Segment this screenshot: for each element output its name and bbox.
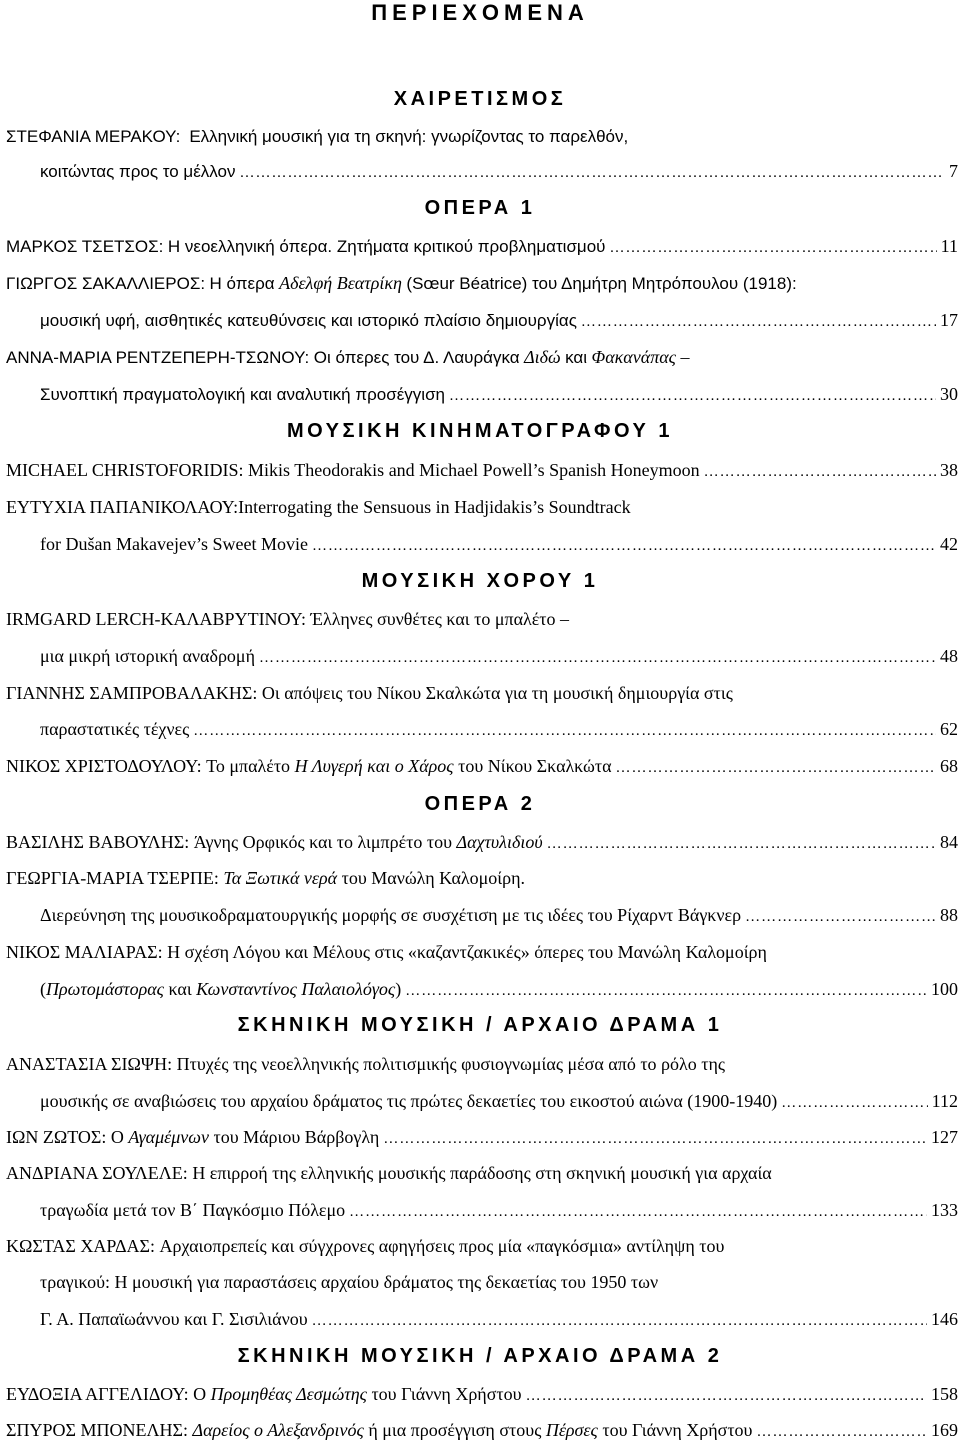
toc-entry bbox=[40, 532, 958, 556]
page-number: 100 bbox=[931, 979, 958, 999]
page-number: 68 bbox=[940, 756, 958, 776]
entry-title: τραγικού: Η μουσική για παραστάσεις αρχαίου δράματος της δεκαετίας του 1950 των bbox=[40, 1272, 659, 1292]
toc-entry bbox=[40, 1198, 958, 1222]
toc-entry bbox=[40, 382, 958, 406]
entry-title: Ο bbox=[193, 1384, 207, 1404]
entry-title: τραγωδία μετά τον Β΄ Παγκόσμιο Πόλεμο bbox=[40, 1200, 346, 1220]
entry-title: κοιτώντας προς το μέλλον bbox=[40, 162, 236, 181]
dot-leader bbox=[349, 1200, 927, 1224]
dot-leader bbox=[259, 646, 936, 670]
work-title: Τα Ξωτικά νερά bbox=[223, 868, 338, 888]
toc-entry bbox=[6, 271, 958, 295]
toc-entry bbox=[6, 495, 958, 519]
entry-title: Γ. Α. Παπαϊωάννου και Γ. Σισιλιάνου bbox=[40, 1309, 308, 1329]
toc-entry bbox=[6, 234, 958, 258]
entry-author: ΑΝΝΑ-ΜΑΡΙΑ ΡΕΝΤΖΕΠΕΡΗ-ΤΣΩΝΟΥ: bbox=[6, 348, 310, 367]
entry-title: Η σχέση Λόγου και Μέλους στις «καζαντζακικές» όπερες του Μανώλη Καλομοίρη bbox=[167, 942, 767, 962]
work-title: Η Λυγερή και ο Χάρος bbox=[294, 756, 454, 776]
page-number: 38 bbox=[940, 460, 958, 480]
page-number: 88 bbox=[940, 905, 958, 925]
section-heading: ΣΚΗΝΙΚΗ ΜΟΥΣΙΚΗ / ΑΡΧΑΙΟ ΔΡΑΜΑ 2 bbox=[237, 1345, 723, 1367]
entry-title: του Μάριου Βάρβογλη bbox=[213, 1127, 380, 1147]
page-number: 133 bbox=[931, 1200, 958, 1220]
entry-author: ΓΕΩΡΓΙΑ-ΜΑΡΙΑ ΤΣΕΡΠΕ: bbox=[6, 868, 219, 888]
toc-entry bbox=[40, 903, 958, 927]
dot-leader bbox=[547, 832, 936, 856]
toc-entry bbox=[6, 1161, 958, 1185]
dot-leader bbox=[609, 236, 936, 260]
dot-leader bbox=[383, 1127, 927, 1151]
toc-entry bbox=[6, 830, 958, 854]
page-title: ΠΕΡΙΕΧΟΜΕΝΑ bbox=[371, 0, 589, 25]
toc-entry bbox=[6, 458, 958, 482]
work-title: Φακανάπας bbox=[591, 347, 676, 367]
entry-author: ΕΥΤΥΧΙΑ ΠΑΠΑΝΙΚΟΛΑΟΥ: bbox=[6, 497, 239, 517]
toc-entry bbox=[40, 159, 958, 183]
toc-entry bbox=[40, 1307, 958, 1331]
entry-title: παραστατικές τέχνες bbox=[40, 719, 190, 739]
toc-entry bbox=[40, 1270, 958, 1294]
entry-title: μουσικής σε αναβιώσεις του αρχαίου δράματος τις πρώτες δεκαετίες του εικοστού αιώνα (1900-1940) bbox=[40, 1091, 778, 1111]
page-number: 62 bbox=[940, 719, 958, 739]
work-title: Προμηθέας Δεσμώτης bbox=[210, 1384, 367, 1404]
dot-leader bbox=[745, 905, 936, 929]
entry-title: Η νεοελληνική όπερα. Ζητήματα κριτικού προβληματισμού bbox=[167, 237, 606, 256]
entry-title: του Γιάννη Χρήστου bbox=[371, 1384, 522, 1404]
entry-title: for Dušan Makavejev’s Sweet Movie bbox=[40, 534, 308, 554]
entry-author: ΣΠΥΡΟΣ ΜΠΟΝΕΛΗΣ: bbox=[6, 1420, 188, 1440]
toc-entry bbox=[6, 940, 958, 964]
entry-title: Mikis Theodorakis and Michael Powell’s Spanish Honeymoon bbox=[248, 460, 700, 480]
section-heading: ΟΠΕΡΑ 1 bbox=[424, 197, 536, 219]
page-number: 146 bbox=[931, 1309, 958, 1329]
toc-entry bbox=[6, 681, 958, 705]
toc-entry bbox=[40, 717, 958, 741]
section-heading: ΟΠΕΡΑ 2 bbox=[424, 793, 536, 815]
entry-title: ( bbox=[40, 979, 46, 999]
toc-entry bbox=[40, 1089, 958, 1113]
entry-author: ΑΝΑΣΤΑΣΙΑ ΣΙΩΨΗ: bbox=[6, 1054, 173, 1074]
page-number: 17 bbox=[940, 310, 958, 330]
entry-title: του Γιάννη Χρήστου bbox=[602, 1420, 753, 1440]
toc-entry bbox=[40, 308, 958, 332]
work-title: Διδώ bbox=[524, 347, 561, 367]
toc-entry bbox=[6, 866, 958, 890]
work-title: Δαχτυλιδιού bbox=[456, 832, 543, 852]
toc-entry bbox=[6, 1052, 958, 1076]
entry-title: Η επιρροή της ελληνικής μουσικής παράδοσης στη σκηνική μουσική για αρχαία bbox=[192, 1163, 772, 1183]
entry-author: ΒΑΣΙΛΗΣ ΒΑΒΟΥΛΗΣ: bbox=[6, 832, 190, 852]
entry-title: Οι όπερες του Δ. Λαυράγκα bbox=[313, 348, 520, 367]
entry-title: Ο bbox=[110, 1127, 124, 1147]
dot-leader bbox=[704, 460, 936, 484]
page-number: 169 bbox=[931, 1420, 958, 1440]
toc-entry bbox=[40, 977, 958, 1001]
toc-entry bbox=[6, 1418, 958, 1442]
entry-author: ΜΑΡΚΟΣ ΤΣΕΤΣΟΣ: bbox=[6, 237, 164, 256]
entry-author: ΚΩΣΤΑΣ ΧΑΡΔΑΣ: bbox=[6, 1236, 156, 1256]
page-number: 48 bbox=[940, 646, 958, 666]
dot-leader bbox=[193, 719, 936, 743]
entry-author: ΓΙΑΝΝΗΣ ΣΑΜΠΡΟΒΑΛΑΚΗΣ: bbox=[6, 683, 258, 703]
entry-title: και bbox=[168, 979, 192, 999]
entry-title: του Μανώλη Καλομοίρη. bbox=[341, 868, 526, 888]
toc-entry bbox=[6, 345, 958, 369]
entry-title: (Sœur Béatrice) του Δημήτρη Μητρόπουλου (1918): bbox=[406, 274, 797, 293]
entry-author: ΑΝΔΡΙΑΝΑ ΣΟΥΛΕΛΕ: bbox=[6, 1163, 188, 1183]
entry-title: Έλληνες συνθέτες και το μπαλέτο – bbox=[310, 609, 570, 629]
toc-entry bbox=[6, 1234, 958, 1258]
work-title: Αδελφή Βεατρίκη bbox=[279, 273, 402, 293]
entry-author: MICHAEL CHRISTOFORIDIS: bbox=[6, 460, 244, 480]
entry-title: Αρχαιοπρεπείς και σύγχρονες αφηγήσεις προς μία «παγκόσμια» αντίληψη του bbox=[159, 1236, 725, 1256]
entry-title: ) bbox=[395, 979, 402, 999]
dot-leader bbox=[449, 384, 936, 408]
entry-title: Interrogating the Sensuous in Hadjidakis’s Soundtrack bbox=[238, 497, 631, 517]
page-number: 11 bbox=[940, 236, 958, 256]
section-heading: ΣΚΗΝΙΚΗ ΜΟΥΣΙΚΗ / ΑΡΧΑΙΟ ΔΡΑΜΑ 1 bbox=[237, 1014, 723, 1036]
section-heading: ΜΟΥΣΙΚΗ ΧΟΡΟΥ 1 bbox=[361, 570, 599, 592]
entry-title: Ελληνική μουσική για τη σκηνή: γνωρίζοντας το παρελθόν, bbox=[189, 127, 629, 146]
toc-entry bbox=[40, 644, 958, 668]
dot-leader bbox=[616, 756, 937, 780]
toc-entry bbox=[6, 1382, 958, 1406]
entry-title: μια μικρή ιστορική αναδρομή bbox=[40, 646, 255, 666]
entry-author: ΝΙΚΟΣ ΧΡΙΣΤΟΔΟΥΛΟΥ: bbox=[6, 756, 202, 776]
dot-leader bbox=[526, 1384, 927, 1408]
entry-author: ΙΩΝ ΖΩΤΟΣ: bbox=[6, 1127, 107, 1147]
entry-title: – bbox=[680, 347, 690, 367]
dot-leader bbox=[405, 979, 927, 1003]
dot-leader bbox=[781, 1091, 927, 1115]
entry-title: Οι απόψεις του Νίκου Σκαλκώτα για τη μουσική δημιουργία στις bbox=[261, 683, 733, 703]
toc-entry bbox=[6, 754, 958, 778]
page-number: 127 bbox=[931, 1127, 958, 1147]
entry-author: ΝΙΚΟΣ ΜΑΛΙΑΡΑΣ: bbox=[6, 942, 163, 962]
page-number: 84 bbox=[940, 832, 958, 852]
work-title: Πρωτομάστορας bbox=[46, 979, 164, 999]
work-title: Πέρσες bbox=[545, 1420, 598, 1440]
page-number: 112 bbox=[931, 1091, 958, 1111]
page-number: 7 bbox=[949, 161, 958, 181]
dot-leader bbox=[239, 161, 945, 185]
entry-title: Το μπαλέτο bbox=[206, 756, 291, 776]
entry-author: ΣΤΕΦΑΝΙΑ ΜΕΡΑΚΟΥ: bbox=[6, 127, 181, 146]
toc-entry bbox=[6, 124, 958, 148]
entry-author: IRMGARD LERCH-ΚΑΛΑΒΡΥΤΙΝΟΥ: bbox=[6, 609, 307, 629]
work-title: Αγαμέμνων bbox=[128, 1127, 209, 1147]
dot-leader bbox=[581, 310, 936, 334]
entry-author: ΕΥΔΟΞΙΑ ΑΓΓΕΛΙΔΟΥ: bbox=[6, 1384, 189, 1404]
entry-title: ή μια προσέγγιση στους bbox=[368, 1420, 542, 1440]
entry-title: Συνοπτική πραγματολογική και αναλυτική προσέγγιση bbox=[40, 385, 446, 404]
entry-title: του Νίκου Σκαλκώτα bbox=[458, 756, 612, 776]
entry-title: Η όπερα bbox=[209, 274, 275, 293]
section-heading: ΜΟΥΣΙΚΗ ΚΙΝΗΜΑΤΟΓΡΑΦΟΥ 1 bbox=[287, 420, 673, 442]
entry-title: Πτυχές της νεοελληνικής πολιτισμικής φυσιογνωμίας μέσα από το ρόλο της bbox=[176, 1054, 726, 1074]
entry-title: μουσική υφή, αισθητικές κατευθύνσεις και ιστορικό πλαίσιο δημιουργίας bbox=[40, 311, 577, 330]
page-number: 30 bbox=[940, 384, 958, 404]
dot-leader bbox=[312, 534, 936, 558]
toc-entry bbox=[6, 607, 958, 631]
entry-author: ΓΙΩΡΓΟΣ ΣΑΚΑΛΛΙΕΡΟΣ: bbox=[6, 274, 206, 293]
entry-title: Διερεύνηση της μουσικοδραματουργικής μορφής σε συσχέτιση με τις ιδέες του Ρίχαρντ Βάγκνερ bbox=[40, 905, 742, 925]
page-number: 42 bbox=[940, 534, 958, 554]
toc-entry bbox=[6, 1125, 958, 1149]
work-title: Δαρείος ο Αλεξανδρινός bbox=[192, 1420, 364, 1440]
page-number: 158 bbox=[931, 1384, 958, 1404]
dot-leader bbox=[756, 1420, 927, 1444]
entry-title: και bbox=[565, 348, 588, 367]
entry-title: Άγνης Ορφικός και το λιμπρέτο του bbox=[193, 832, 453, 852]
work-title: Κωνσταντίνος Παλαιολόγος bbox=[196, 979, 396, 999]
section-heading: ΧΑΙΡΕΤΙΣΜΟΣ bbox=[393, 88, 567, 110]
dot-leader bbox=[312, 1309, 927, 1333]
